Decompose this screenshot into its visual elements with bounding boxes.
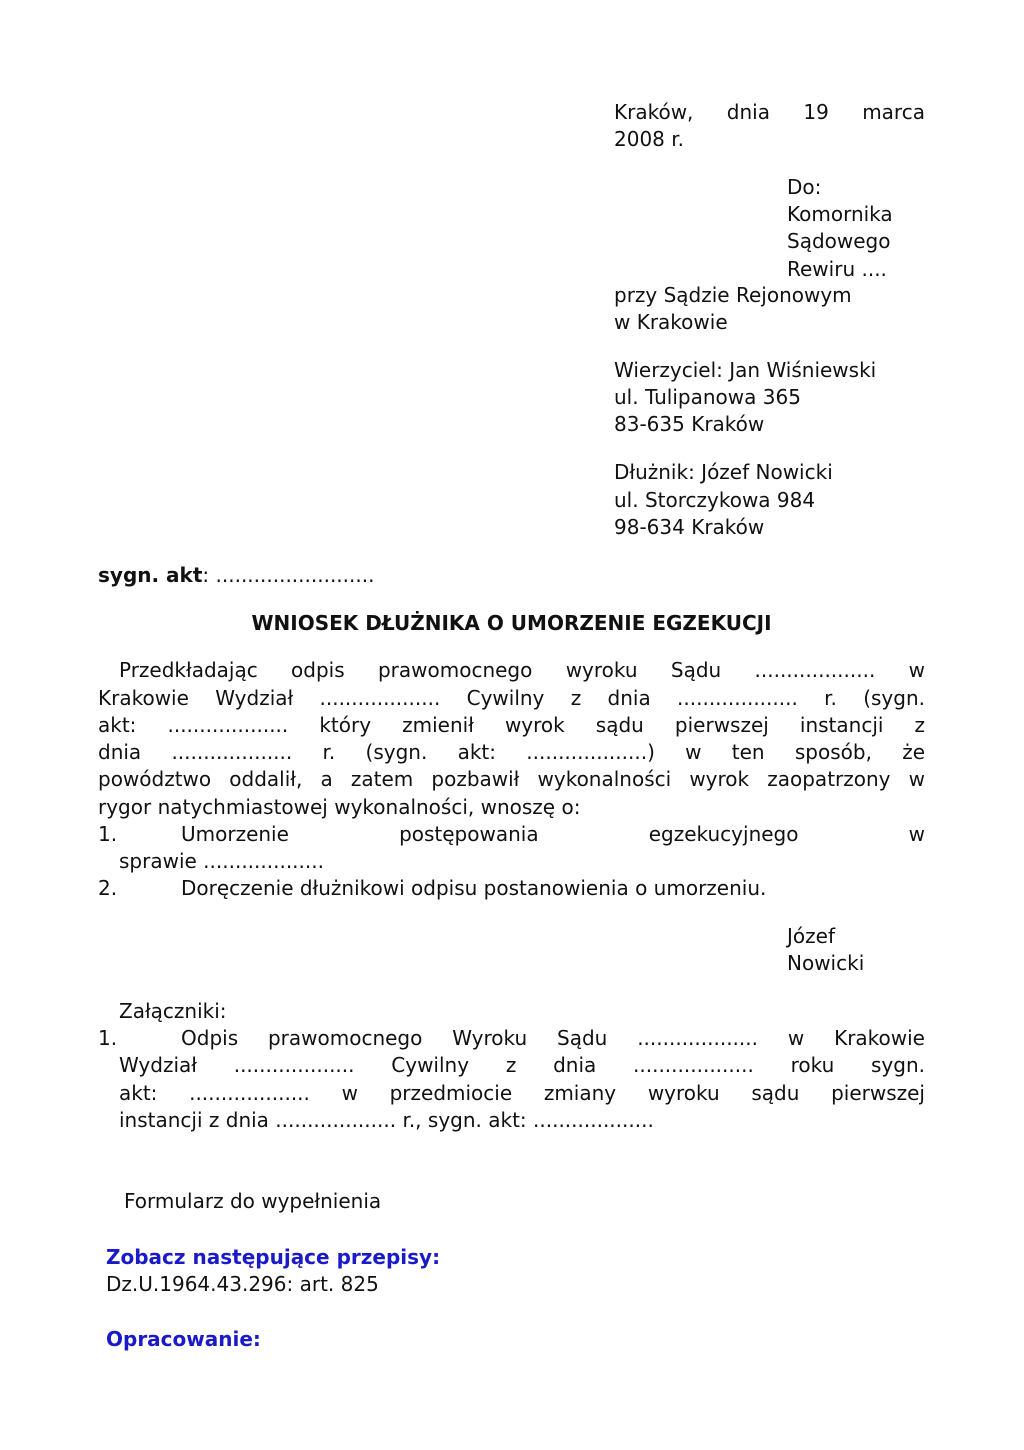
body-line: Krakowie Wydział ................... Cywilny z dnia ................... r. (sygn. [98, 686, 925, 710]
legal-reference[interactable]: Dz.U.1964.43.296: art. 825 [106, 1272, 379, 1296]
attachment-line-last: instancji z dnia ................... r., sygn. akt: ................... [119, 1108, 654, 1132]
attachment-number: 1. [98, 1026, 118, 1050]
case-number [98, 562, 374, 589]
creditor-street: ul. Tulipanowa 365 [614, 385, 801, 409]
see-also-heading[interactable]: Zobacz następujące przepisy: [106, 1245, 441, 1269]
creditor-city: 83-635 Kraków [614, 412, 765, 436]
date-word: Kraków, [614, 100, 694, 124]
date-word: 19 [803, 100, 829, 124]
attachment-line: akt: ................... w przedmiocie zmiany wyroku sądu pierwszej [119, 1081, 925, 1105]
court-line: przy Sądzie Rejonowym [614, 283, 852, 307]
body-line: dnia ................... r. (sygn. akt: ...................) w ten sposób, że [98, 740, 925, 764]
recipient-line: Sądowego [787, 229, 891, 253]
court-line: w Krakowie [614, 310, 728, 334]
body-line-last: rygor natychmiastowej wykonalności, wnoszę o: [98, 795, 581, 819]
recipient-do: Do: [787, 175, 822, 199]
attachment-line: Wydział ................... Cywilny z dnia ................... roku sygn. [119, 1053, 925, 1077]
request-1 [181, 821, 925, 848]
recipient-line: Komornika [787, 202, 893, 226]
request-word: postępowania [399, 822, 539, 846]
request-word: w [908, 822, 925, 846]
attachments-heading: Załączniki: [119, 999, 227, 1023]
creditor-name: Wierzyciel: Jan Wiśniewski [614, 358, 877, 382]
signature-last-name: Nowicki [787, 951, 865, 975]
document-title: WNIOSEK DŁUŻNIKA O UMORZENIE EGZEKUCJI [251, 611, 772, 635]
request-1-continued: sprawie ................... [119, 849, 324, 873]
body-line: akt: ................... który zmienił wyrok sądu pierwszej instancji z [98, 713, 925, 737]
date-word: marca [862, 100, 925, 124]
body-line: powództwo oddalił, a zatem pozbawił wykonalności wyrok zaopatrzony w [98, 767, 925, 791]
debtor-street: ul. Storczykowa 984 [614, 488, 816, 512]
attachment-line: Odpis prawomocnego Wyroku Sądu ................... w Krakowie [181, 1026, 925, 1050]
date-line-2: 2008 r. [614, 127, 684, 151]
debtor-name: Dłużnik: Józef Nowicki [614, 460, 833, 484]
debtor-city: 98-634 Kraków [614, 515, 765, 539]
date-line-1 [614, 99, 925, 126]
body-line: Przedkładając odpis prawomocnego wyroku Sądu ................... w [119, 658, 925, 682]
request-2: Doręczenie dłużnikowi odpisu postanowienia o umorzeniu. [181, 876, 767, 900]
signature-first-name: Józef [787, 924, 835, 948]
request-number: 1. [98, 822, 118, 846]
recipient-line: Rewiru .... [787, 257, 887, 281]
request-number: 2. [98, 876, 118, 900]
date-word: dnia [726, 100, 770, 124]
case-label: sygn. akt [98, 563, 203, 587]
request-word: Umorzenie [181, 822, 289, 846]
study-heading[interactable]: Opracowanie: [106, 1327, 261, 1351]
request-word: egzekucyjnego [648, 822, 799, 846]
form-note: Formularz do wypełnienia [124, 1189, 382, 1213]
case-value: : ......................... [202, 563, 375, 587]
